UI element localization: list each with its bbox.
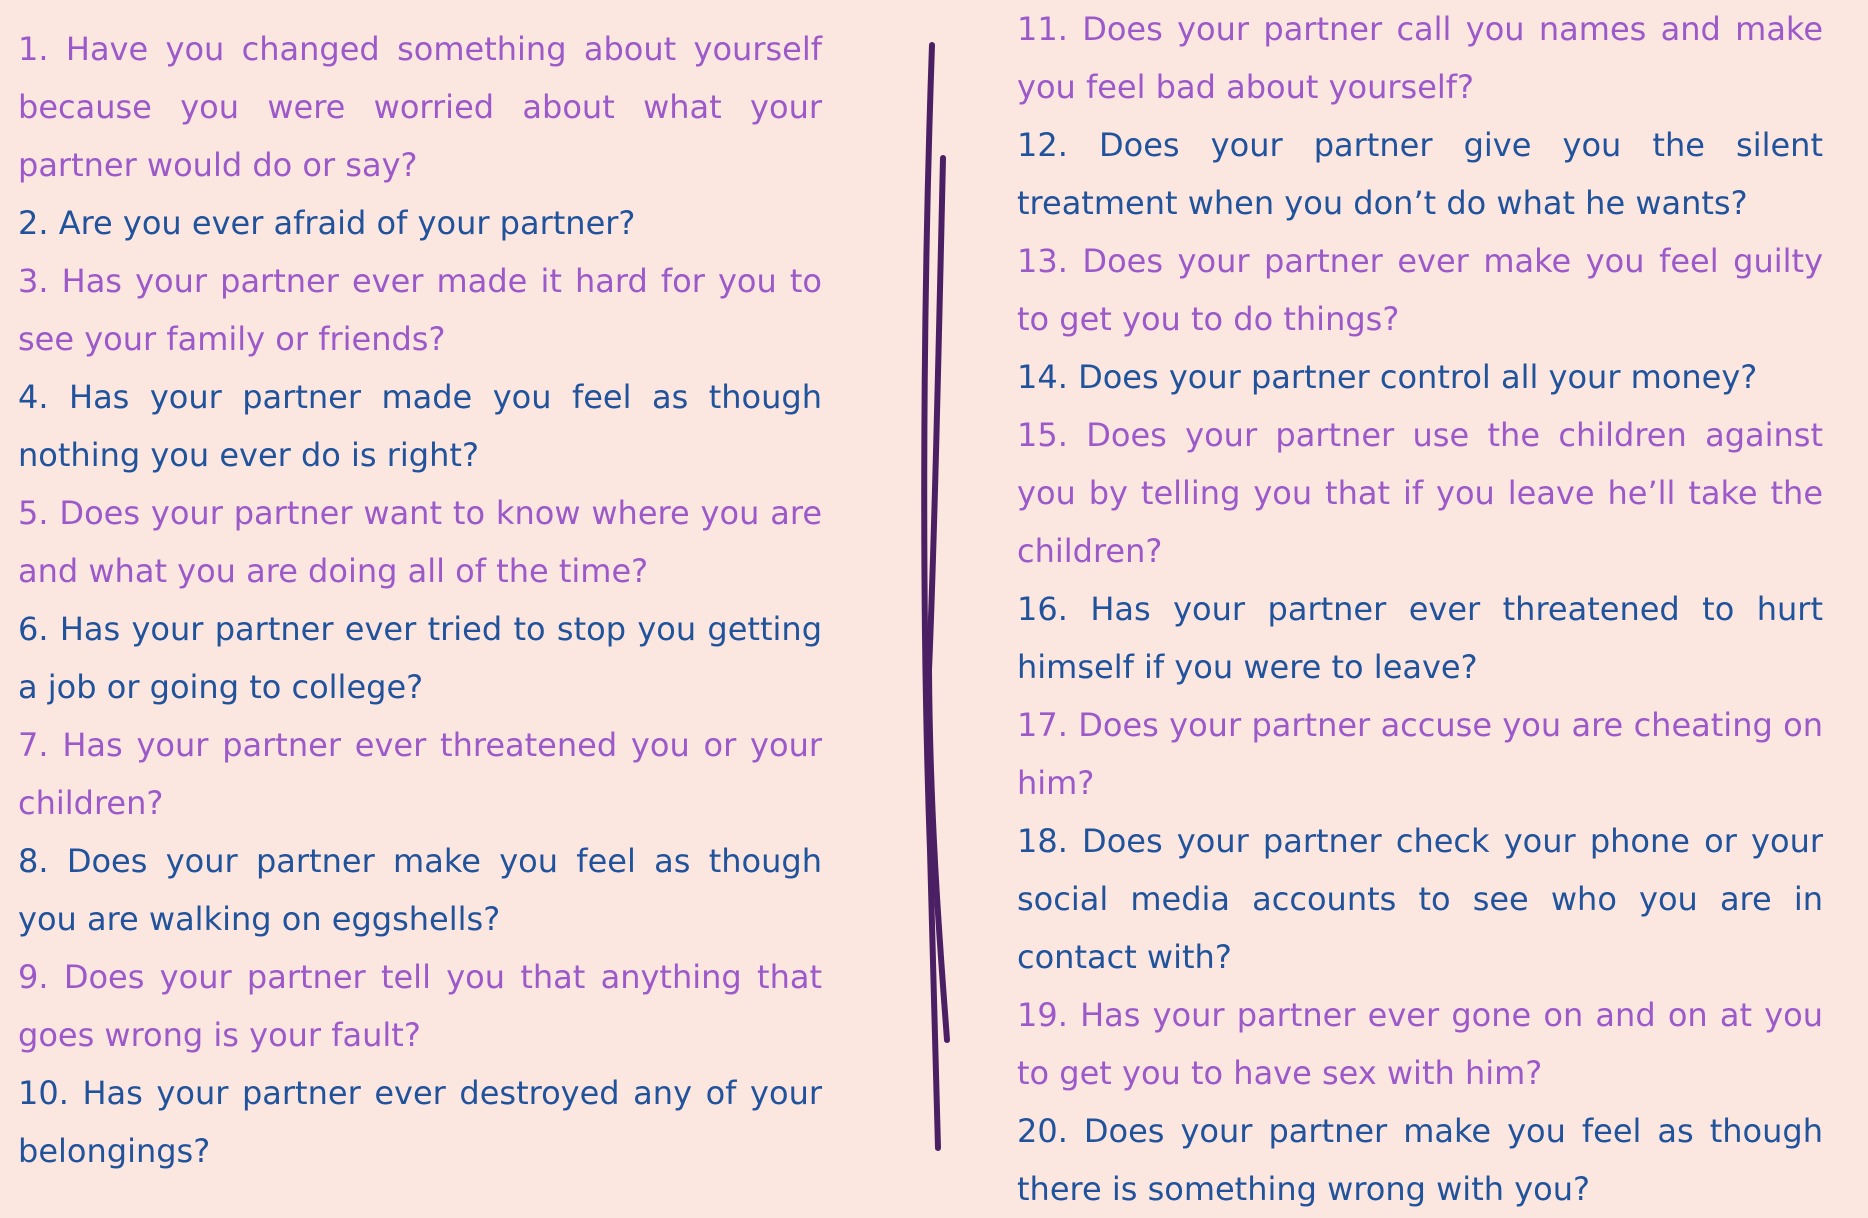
question-13: 13. Does your partner ever make you feel guilty to get you to do things? (1017, 242, 1823, 338)
question-14: 14. Does your partner control all your money? (1017, 358, 1758, 396)
question-1: 1. Have you changed something about yourself because you were worried about what your partner would do or say? (18, 30, 822, 184)
question-10: 10. Has your partner ever destroyed any of your belongings? (18, 1074, 822, 1170)
question-18: 18. Does your partner check your phone or your social media accounts to see who you are in contact with? (1017, 822, 1823, 976)
question-9: 9. Does your partner tell you that anything that goes wrong is your fault? (18, 958, 822, 1054)
left-question-list (18, 20, 822, 1180)
question-5: 5. Does your partner want to know where you are and what you are doing all of the time? (18, 494, 822, 590)
question-17: 17. Does your partner accuse you are cheating on him? (1017, 706, 1823, 802)
question-7: 7. Has your partner ever threatened you or your children? (18, 726, 822, 822)
question-3: 3. Has your partner ever made it hard for you to see your family or friends? (18, 262, 822, 358)
question-4: 4. Has your partner made you feel as though nothing you ever do is right? (18, 378, 822, 474)
question-15: 15. Does your partner use the children against you by telling you that if you leave he’ll take the children? (1017, 416, 1823, 570)
question-8: 8. Does your partner make you feel as though you are walking on eggshells? (18, 842, 822, 938)
question-2: 2. Are you ever afraid of your partner? (18, 204, 636, 242)
question-16: 16. Has your partner ever threatened to hurt himself if you were to leave? (1017, 590, 1823, 686)
right-question-list (1017, 0, 1823, 1218)
question-19: 19. Has your partner ever gone on and on at you to get you to have sex with him? (1017, 996, 1823, 1092)
question-11: 11. Does your partner call you names and make you feel bad about yourself? (1017, 10, 1823, 106)
question-20: 20. Does your partner make you feel as though there is something wrong with you? (1017, 1112, 1823, 1208)
hand-drawn-divider (900, 30, 960, 1160)
question-6: 6. Has your partner ever tried to stop you getting a job or going to college? (18, 610, 822, 706)
question-12: 12. Does your partner give you the silent treatment when you don’t do what he wants? (1017, 126, 1823, 222)
